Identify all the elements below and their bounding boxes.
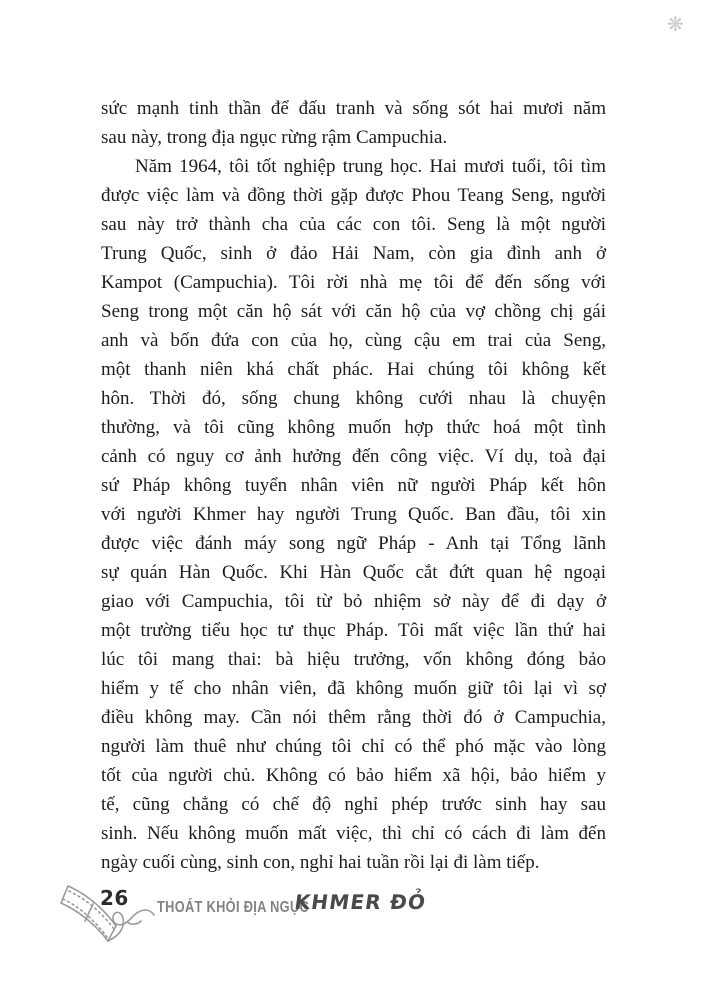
text-line: tốt của người chủ. Không có bảo hiểm xã hội, bảo hiểm y	[101, 765, 606, 786]
body-text	[101, 94, 606, 877]
text-line: cảnh có nguy cơ ảnh hưởng đến công việc. Ví dụ, toà đại	[101, 446, 606, 467]
text-line: người làm thuê như chúng tôi chỉ có thể phó mặc vào lòng	[101, 736, 606, 757]
flower-ornament-icon: ❋	[667, 12, 684, 36]
text-line: giao với Campuchia, tôi từ bỏ nhiệm sở này để đi dạy ở	[101, 591, 606, 612]
running-title: THOÁT KHỎI ĐỊA NGỤC	[157, 899, 310, 916]
page-number: 26	[100, 886, 129, 910]
text-line: được việc làm và đồng thời gặp được Phou Teang Seng, người	[101, 185, 606, 206]
text-line: được việc đánh máy song ngữ Pháp - Anh tại Tổng lãnh	[101, 533, 606, 554]
text-line: sự quán Hàn Quốc. Khi Hàn Quốc cắt đứt quan hệ ngoại	[101, 562, 606, 583]
text-line: sau này trở thành cha của các con tôi. Seng là một người	[101, 214, 606, 235]
text-line: sau này, trong địa ngục rừng rậm Campuchia.	[101, 127, 448, 148]
text-line: hiểm y tế cho nhân viên, đã không muốn giữ tôi lại vì sợ	[101, 678, 606, 699]
text-line: điều không may. Cần nói thêm rằng thời đó ở Campuchia,	[101, 707, 606, 728]
text-line: ngày cuối cùng, sinh con, nghỉ hai tuần rồi lại đi làm tiếp.	[101, 852, 540, 873]
text-line: Seng trong một căn hộ sát với căn hộ của vợ chồng chị gái	[101, 301, 606, 322]
text-line: sức mạnh tinh thần để đấu tranh và sống sót hai mươi năm	[101, 98, 606, 119]
text-line: một thanh niên khá chất phác. Hai chúng tôi không kết	[101, 359, 606, 380]
text-line: hôn. Thời đó, sống chung không cưới nhau là chuyện	[101, 388, 606, 409]
book-title-stylized: KHMER ĐỎ	[293, 890, 428, 914]
text-line: anh và bốn đứa con của họ, cùng cậu em trai của Seng,	[101, 330, 606, 351]
text-line: Năm 1964, tôi tốt nghiệp trung học. Hai mươi tuổi, tôi tìm	[135, 156, 606, 177]
text-line: tế, cũng chẳng có chế độ nghỉ phép trước sinh hay sau	[101, 794, 606, 815]
text-line: một trường tiểu học tư thục Pháp. Tôi mất việc lần thứ hai	[101, 620, 606, 641]
text-line: lúc tôi mang thai: bà hiệu trưởng, vốn không đóng bảo	[101, 649, 606, 670]
page-footer	[0, 876, 708, 966]
text-line: thường, và tôi cũng không muốn hợp thức hoá một tình	[101, 417, 606, 438]
text-line: Trung Quốc, sinh ở đảo Hải Nam, còn gia đình anh ở	[101, 243, 606, 264]
text-line: sinh. Nếu không muốn mất việc, thì chỉ có cách đi làm đến	[101, 823, 606, 844]
text-line: Kampot (Campuchia). Tôi rời nhà mẹ tôi để đến sống với	[101, 272, 606, 293]
text-line: với người Khmer hay người Trung Quốc. Ban đầu, tôi xin	[101, 504, 606, 525]
text-line: sứ Pháp không tuyển nhân viên nữ người Pháp kết hôn	[101, 475, 606, 496]
